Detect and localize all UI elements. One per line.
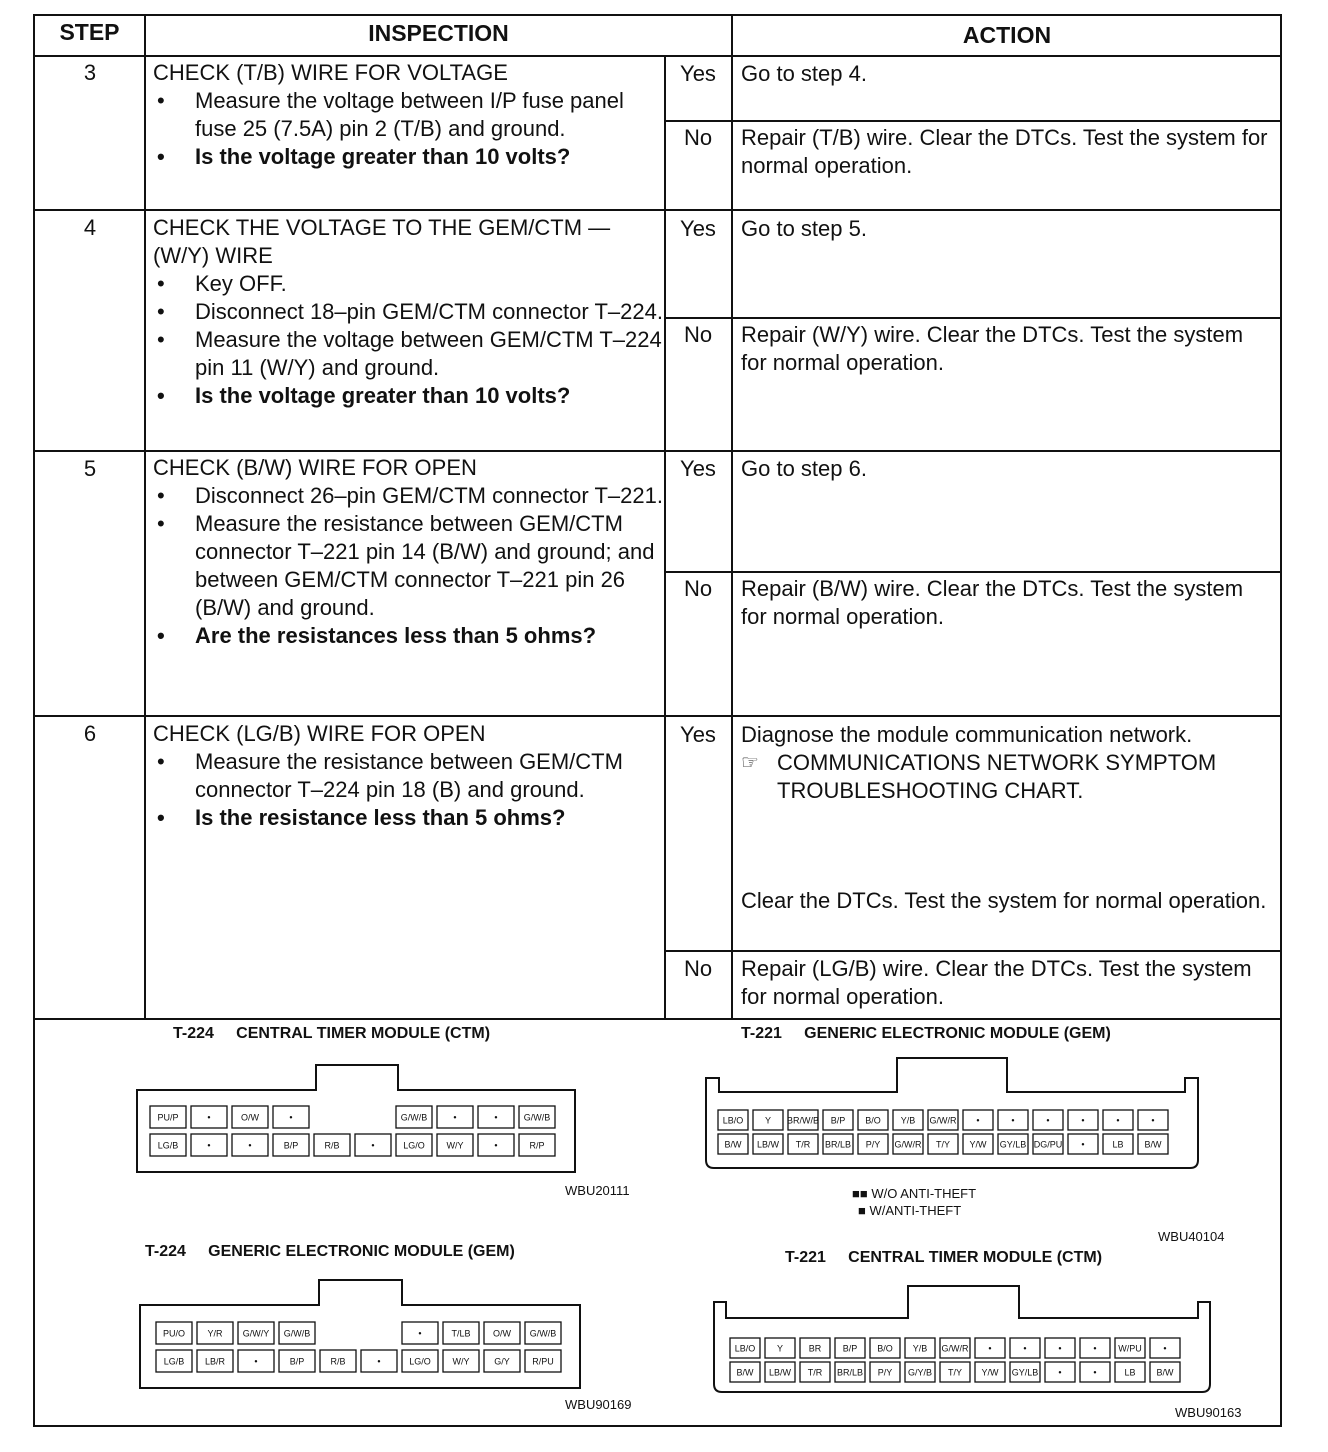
pin-label: PU/O [162, 1328, 186, 1339]
pin-label: • [289, 1112, 293, 1123]
pin-label: B/P [289, 1356, 305, 1367]
pin-label: • [1151, 1115, 1155, 1126]
pin-label: BR/LB [824, 1139, 852, 1150]
pin-label: • [371, 1140, 375, 1151]
pin-label: • [988, 1343, 992, 1354]
pin-label: G/W/R [894, 1139, 922, 1150]
inspection-title: CHECK (B/W) WIRE FOR OPEN [153, 455, 477, 480]
pin-label: R/PU [532, 1356, 554, 1367]
yes-label: Yes [680, 722, 716, 747]
inspection-bullet: • Measure the voltage between I/P fuse panel fuse 25 (7.5A) pin 2 (T/B) and ground. [153, 87, 663, 143]
pin-label: • [1116, 1115, 1120, 1126]
pin-label: LB/O [722, 1115, 744, 1126]
inspection-question: • Is the voltage greater than 10 volts? [153, 382, 663, 410]
inspection-bullet: • Measure the voltage between GEM/CTM T–224 pin 11 (W/Y) and ground. [153, 326, 663, 382]
pin-label: LB [1112, 1139, 1124, 1150]
pin-label: LB [1124, 1367, 1136, 1378]
pin-label: R/P [529, 1140, 545, 1151]
step-number: 4 [83, 215, 97, 240]
pin-label: GY/LB [1011, 1367, 1039, 1378]
pin-label: Y/W [981, 1367, 999, 1378]
pin-label: LG/O [403, 1140, 425, 1151]
pin-label: Y/B [912, 1343, 928, 1354]
no-action: Repair (LG/B) wire. Clear the DTCs. Test the system for normal operation. [741, 956, 1252, 1009]
yes-action: Go to step 6. [741, 456, 867, 481]
no-label: No [683, 956, 713, 981]
pin-label: T/Y [947, 1367, 963, 1378]
pin-label: W/Y [446, 1140, 464, 1151]
pin-label: B/W [736, 1367, 754, 1378]
pin-label: • [207, 1112, 211, 1123]
pin-label: O/W [241, 1112, 259, 1123]
pin-label: LB/W [768, 1367, 792, 1378]
pin-label: • [254, 1356, 258, 1367]
inspection-bullet: • Measure the resistance between GEM/CTM connector T–221 pin 14 (B/W) and ground; and between GEM/CTM connector T–221 pin 26 (B/W) and ground. [153, 510, 663, 622]
pin-label: • [207, 1140, 211, 1151]
yes-action: Diagnose the module communication network. [741, 722, 1193, 747]
pin-label: B/P [842, 1343, 858, 1354]
pin-label: Y/B [900, 1115, 916, 1126]
pin-label: BR/W/B [786, 1115, 820, 1126]
pin-label: • [1081, 1115, 1085, 1126]
yes-label: Yes [680, 61, 716, 86]
pin-label: B/P [283, 1140, 299, 1151]
pin-label: G/W/B [283, 1328, 311, 1339]
yes-action: Go to step 5. [741, 216, 867, 241]
pin-label: B/W [1144, 1139, 1162, 1150]
figure-code: WBU90163 [1175, 1405, 1242, 1420]
pin-label: B/W [1156, 1367, 1174, 1378]
no-action: Repair (T/B) wire. Clear the DTCs. Test the system for normal operation. [741, 125, 1268, 178]
yes-action-followup: Clear the DTCs. Test the system for normal operation. [741, 888, 1267, 913]
no-label: No [683, 125, 713, 150]
pin-label: R/B [330, 1356, 346, 1367]
no-action: Repair (B/W) wire. Clear the DTCs. Test the system for normal operation. [741, 576, 1244, 629]
connector-title-t221-ctm: T-221 CENTRAL TIMER MODULE (CTM) [785, 1249, 1103, 1266]
yes-action: Go to step 4. [741, 61, 867, 86]
inspection-title: CHECK THE VOLTAGE TO THE GEM/CTM — (W/Y) WIRE [153, 215, 611, 268]
legend-wo-antitheft: ■■ W/O ANTI-THEFT [852, 1186, 977, 1201]
pin-label: P/Y [877, 1367, 893, 1378]
figure-code: WBU20111 [565, 1183, 630, 1198]
pin-label: LB/R [204, 1356, 226, 1367]
pin-label: Y [764, 1115, 772, 1126]
legend-w-antitheft: ■ W/ANTI-THEFT [858, 1203, 962, 1218]
inspection-bullet: • Disconnect 26–pin GEM/CTM connector T–221. [153, 482, 663, 510]
pin-label: • [1023, 1343, 1027, 1354]
figure-code: WBU90169 [565, 1397, 632, 1412]
step-number: 3 [83, 60, 97, 85]
pin-label: G/W/B [529, 1328, 557, 1339]
pin-label: BR/LB [836, 1367, 864, 1378]
pin-label: • [248, 1140, 252, 1151]
pin-label: BR [808, 1343, 822, 1354]
pin-label: W/Y [452, 1356, 470, 1367]
pin-label: T/R [807, 1367, 823, 1378]
inspection-title: CHECK (LG/B) WIRE FOR OPEN [153, 721, 486, 746]
pin-label: W/PU [1118, 1343, 1142, 1354]
yes-label: Yes [680, 216, 716, 241]
pin-label: • [1093, 1343, 1097, 1354]
pin-label: B/O [877, 1343, 893, 1354]
pin-label: LG/B [163, 1356, 185, 1367]
header-action: ACTION [962, 22, 1052, 48]
connector-title-t224-gem: T-224 GENERIC ELECTRONIC MODULE (GEM) [145, 1243, 515, 1260]
pin-label: • [1058, 1367, 1062, 1378]
pin-label: GY/LB [999, 1139, 1027, 1150]
step-number: 5 [83, 456, 97, 481]
pointing-hand-icon: ☞ [741, 752, 759, 774]
header-step: STEP [59, 19, 120, 45]
pin-label: T/LB [451, 1328, 471, 1339]
pin-label: T/Y [935, 1139, 951, 1150]
pin-label: • [1081, 1139, 1085, 1150]
pin-label: • [1011, 1115, 1015, 1126]
no-label: No [683, 322, 713, 347]
inspection-bullet: • Disconnect 18–pin GEM/CTM connector T–224. [153, 298, 663, 326]
pin-label: LB/O [734, 1343, 756, 1354]
pin-label: • [1058, 1343, 1062, 1354]
inspection-title: CHECK (T/B) WIRE FOR VOLTAGE [153, 60, 508, 85]
step-number: 6 [83, 721, 97, 746]
reference-text: COMMUNICATIONS NETWORK SYMPTOM TROUBLESHOOTING CHART. [777, 750, 1217, 803]
pin-label: G/W/B [523, 1112, 551, 1123]
pin-label: LG/B [157, 1140, 179, 1151]
pin-label: B/O [865, 1115, 881, 1126]
inspection-question: • Is the voltage greater than 10 volts? [153, 143, 663, 171]
pin-label: G/Y [494, 1356, 510, 1367]
inspection-question: • Are the resistances less than 5 ohms? [153, 622, 663, 650]
pin-label: T/R [795, 1139, 811, 1150]
pin-label: G/W/B [400, 1112, 428, 1123]
pin-label: • [1163, 1343, 1167, 1354]
pin-label: LG/O [409, 1356, 431, 1367]
header-inspection: INSPECTION [368, 20, 509, 46]
connector-title-t221-gem: T-221 GENERIC ELECTRONIC MODULE (GEM) [741, 1025, 1111, 1042]
pin-label: R/B [324, 1140, 340, 1151]
inspection-bullet: • Measure the resistance between GEM/CTM connector T–224 pin 18 (B) and ground. [153, 748, 663, 804]
pin-label: B/W [724, 1139, 742, 1150]
pin-label: • [494, 1140, 498, 1151]
pin-label: G/Y/B [907, 1367, 933, 1378]
pin-label: • [494, 1112, 498, 1123]
pin-label: • [453, 1112, 457, 1123]
pin-label: DG/PU [1033, 1139, 1063, 1150]
yes-label: Yes [680, 456, 716, 481]
pin-label: • [377, 1356, 381, 1367]
pin-label: G/W/Y [242, 1328, 270, 1339]
pin-label: P/Y [865, 1139, 881, 1150]
pin-label: LB/W [756, 1139, 780, 1150]
pin-label: B/P [830, 1115, 846, 1126]
pin-label: Y/R [207, 1328, 223, 1339]
inspection-bullet: • Key OFF. [153, 270, 663, 298]
pin-label: G/W/R [929, 1115, 957, 1126]
inspection-question: • Is the resistance less than 5 ohms? [153, 804, 663, 832]
pin-label: • [1046, 1115, 1050, 1126]
pin-label: PU/P [157, 1112, 179, 1123]
pin-label: • [418, 1328, 422, 1339]
connector-title-t224-ctm: T-224 CENTRAL TIMER MODULE (CTM) [173, 1025, 491, 1042]
pin-label: O/W [493, 1328, 511, 1339]
figure-code: WBU40104 [1158, 1229, 1225, 1244]
pin-label: G/W/R [941, 1343, 969, 1354]
pin-label: • [976, 1115, 980, 1126]
no-action: Repair (W/Y) wire. Clear the DTCs. Test the system for normal operation. [741, 322, 1244, 375]
pin-label: Y/W [969, 1139, 987, 1150]
pin-label: Y [776, 1343, 784, 1354]
no-label: No [683, 576, 713, 601]
pin-label: • [1093, 1367, 1097, 1378]
